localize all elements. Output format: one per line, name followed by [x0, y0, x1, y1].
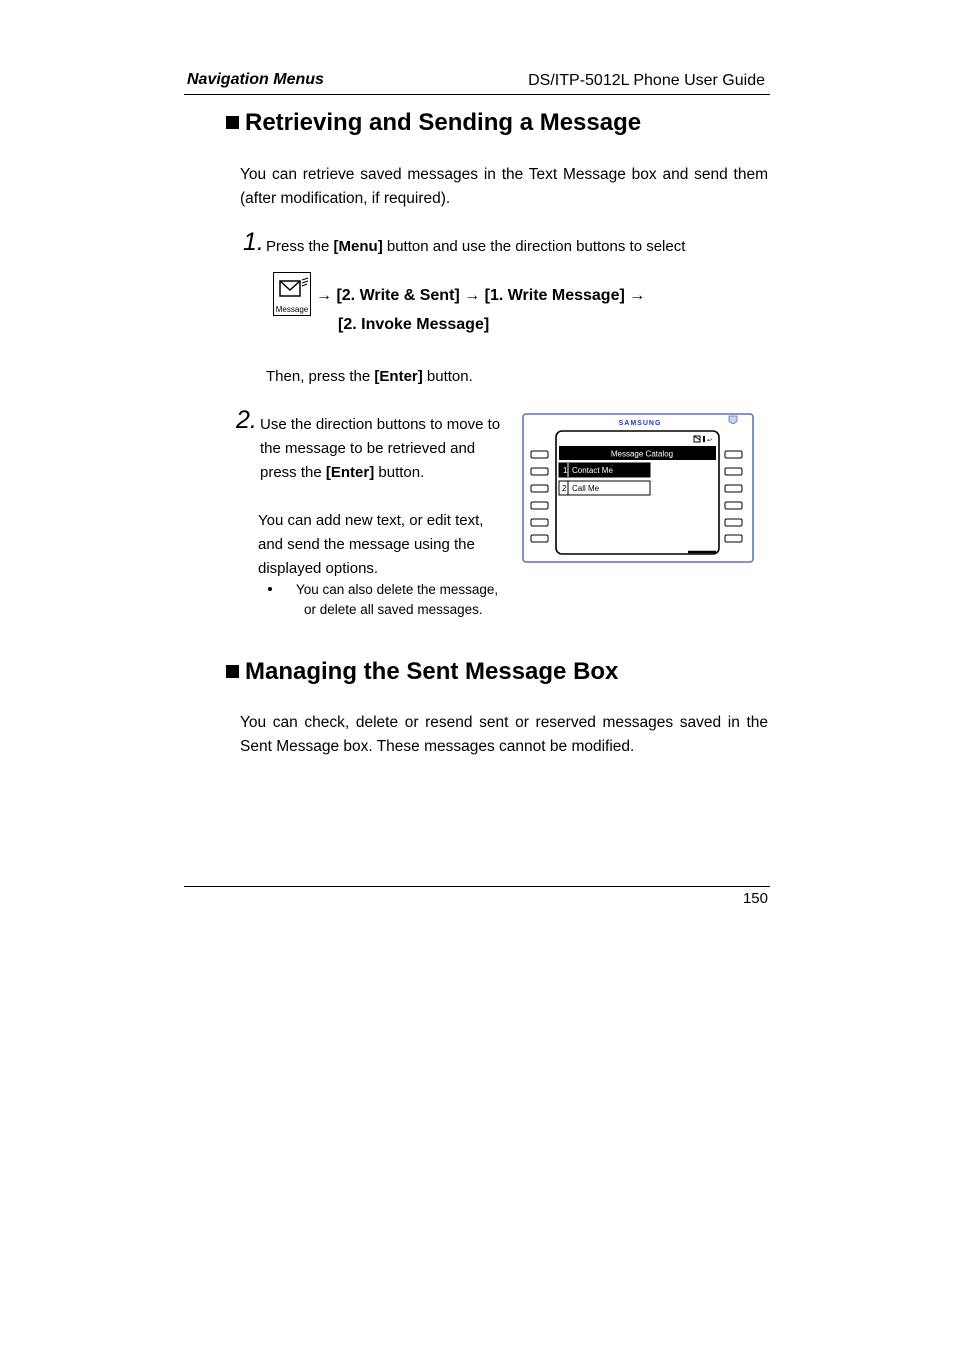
left-soft-key-4[interactable] [531, 502, 548, 509]
list-item-1[interactable] [559, 463, 650, 477]
step2-line2: the message to be retrieved and [260, 440, 476, 457]
step2-extra-line1: You can add new text, or edit text, [258, 512, 484, 529]
message-menu-icon [273, 272, 311, 316]
step1-path-line1: → [2. Write & Sent] → [1. Write Message] → [316, 287, 646, 304]
section2-heading [226, 658, 618, 686]
step1-path-line2: [2. Invoke Message] [338, 316, 490, 333]
right-soft-key-6[interactable] [725, 535, 742, 542]
list-item-1-label: Contact Me [572, 466, 613, 475]
left-soft-key-1[interactable] [531, 451, 548, 458]
speaker-status-icon: ↩ [707, 438, 713, 444]
step2-number: 2. [236, 406, 257, 434]
step2-bullet-line2: or delete all saved messages. [304, 602, 483, 617]
step2-extra-line3: displayed options. [258, 560, 379, 577]
header-rule [184, 94, 770, 95]
section1-heading [226, 109, 641, 137]
list-item-2[interactable] [559, 481, 650, 495]
section2-text: You can check, delete or resend sent or reserved messages saved in the Sent Message box. These messages cannot be modified. [240, 714, 768, 755]
header-section-title: Navigation Menus [187, 71, 324, 88]
right-soft-key-4[interactable] [725, 502, 742, 509]
square-bullet-icon [226, 665, 239, 678]
section1-heading-text: Retrieving and Sending a Message [245, 109, 642, 136]
left-soft-key-2[interactable] [531, 468, 548, 475]
section2-heading-text: Managing the Sent Message Box [245, 658, 619, 685]
message-icon-label: Message [275, 305, 309, 314]
envelope-icon [274, 275, 310, 307]
list-item-2-label: Call Me [572, 484, 600, 493]
left-soft-key-6[interactable] [531, 535, 548, 542]
step1-number: 1. [243, 228, 264, 256]
list-item-2-num: 2 [562, 484, 567, 493]
left-soft-key-5[interactable] [531, 519, 548, 526]
right-soft-key-1[interactable] [725, 451, 742, 458]
step2-line3: press the [Enter] button. [260, 464, 425, 481]
step2-line1: Use the direction buttons to move to [260, 416, 501, 433]
square-bullet-icon [226, 116, 239, 129]
section1-intro: You can retrieve saved messages in the Text Message box and send them (after modification, if required). [240, 166, 768, 207]
screen-title: Message Catalog [610, 449, 674, 459]
right-soft-key-3[interactable] [725, 485, 742, 492]
left-soft-key-3[interactable] [531, 485, 548, 492]
step1-then: Then, press the [Enter] button. [266, 368, 473, 385]
indicator-led-icon [729, 416, 737, 424]
step1-text: Press the [Menu] button and use the direction buttons to select [266, 238, 686, 255]
right-soft-key-2[interactable] [725, 468, 742, 475]
brand-logo: SAMSUNG [618, 420, 662, 427]
signal-status-icon [703, 436, 705, 442]
step2-bullet-line1: You can also delete the message, [268, 580, 498, 600]
step2-extra-line2: and send the message using the [258, 536, 475, 553]
page-number: 150 [742, 890, 768, 907]
list-item-1-num: 1 [563, 466, 568, 475]
footer-rule [184, 886, 770, 887]
right-soft-key-5[interactable] [725, 519, 742, 526]
bullet-dot-icon [268, 587, 272, 591]
phone-display-illustration [522, 413, 754, 564]
header-guide-title: DS/ITP-5012L Phone User Guide [528, 72, 765, 89]
